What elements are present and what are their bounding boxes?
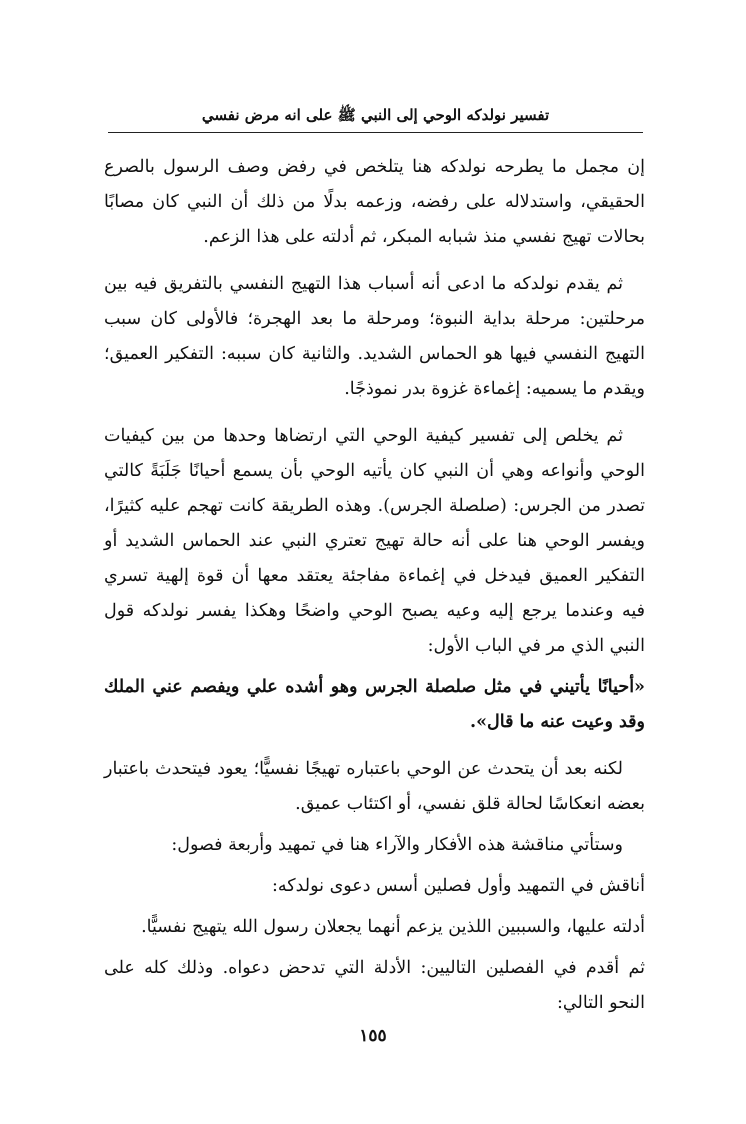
paragraph-depression: لكنه بعد أن يتحدث عن الوحي باعتباره تهيجًا نفسيًّا؛ يعود فيتحدث باعتبار بعضه انعكاسًا لحالة قلق نفسي، أو اكتئاب عميق. bbox=[104, 759, 645, 814]
paragraph-revelation: ثم يخلص إلى تفسير كيفية الوحي التي ارتضاها وحدها من بين كيفيات الوحي وأنواعه وهي أن النبي كان يأتيه الوحي بأن يسمع أحيانًا جَلَبَةً كالتي تصدر من الجرس: (صلصلة الجرس). وهذه الطريقة كانت تهجم عليه كثيرًا، ويفسر الوحي هنا على أنه حالة تهيج تعتري النبي عند الحماس الشديد أو التفكير العميق فيدخل في إغماءة مفاجئة يعتقد معها أن قوة إلهية تسري فيه وعندما يرجع إليه وعيه يصبح الوحي واضحًا وهكذا يفسر نولدكه قول النبي الذي مر في الباب الأول: bbox=[104, 426, 645, 656]
paragraph-causes: ثم يقدم نولدكه ما ادعى أنه أسباب هذا التهيج النفسي بالتفريق فيه بين مرحلتين: مرحلة بداية النبوة؛ ومرحلة ما بعد الهجرة؛ فالأولى كان سبب التهيج النفسي فيها هو الحماس الشديد. والثانية كان سببه: التفكير العميق؛ ويقدم ما يسميه: إغماءة غزوة بدر نموذجًا. bbox=[104, 274, 645, 399]
paragraph-plan-item-2: أدلته عليها، والسببين اللذين يزعم أنهما يجعلان رسول الله يتهيج نفسيًّا. bbox=[141, 917, 645, 937]
body-text bbox=[104, 150, 645, 1021]
page-number: ١٥٥ bbox=[359, 1026, 387, 1046]
paragraph-plan-item-1: أناقش في التمهيد وأول فصلين أسس دعوى نولدكه: bbox=[271, 876, 645, 896]
paragraph-summary: إن مجمل ما يطرحه نولدكه هنا يتلخص في رفض وصف الرسول بالصرع الحقيقي، واستدلاله على رفضه، وزعمه بدلًا من ذلك أن النبي كان مصابًا بحالات تهيج نفسي منذ شبابه المبكر، ثم أدلته على هذا الزعم. bbox=[104, 157, 645, 247]
hadith-quote: «أحيانًا يأتيني في مثل صلصلة الجرس وهو أشده علي ويفصم عني الملك وقد وعيت عنه ما قال». bbox=[104, 677, 645, 732]
running-head: تفسير نولدكه الوحي إلى النبي ﷺ على انه مرض نفسي bbox=[201, 106, 550, 124]
paragraph-plan-item-3: ثم أقدم في الفصلين التاليين: الأدلة التي تدحض دعواه. وذلك كله على النحو التالي: bbox=[104, 958, 645, 1013]
header-rule bbox=[108, 132, 643, 133]
paragraph-plan: وستأتي مناقشة هذه الأفكار والآراء هنا في تمهيد وأربعة فصول: bbox=[171, 835, 623, 855]
